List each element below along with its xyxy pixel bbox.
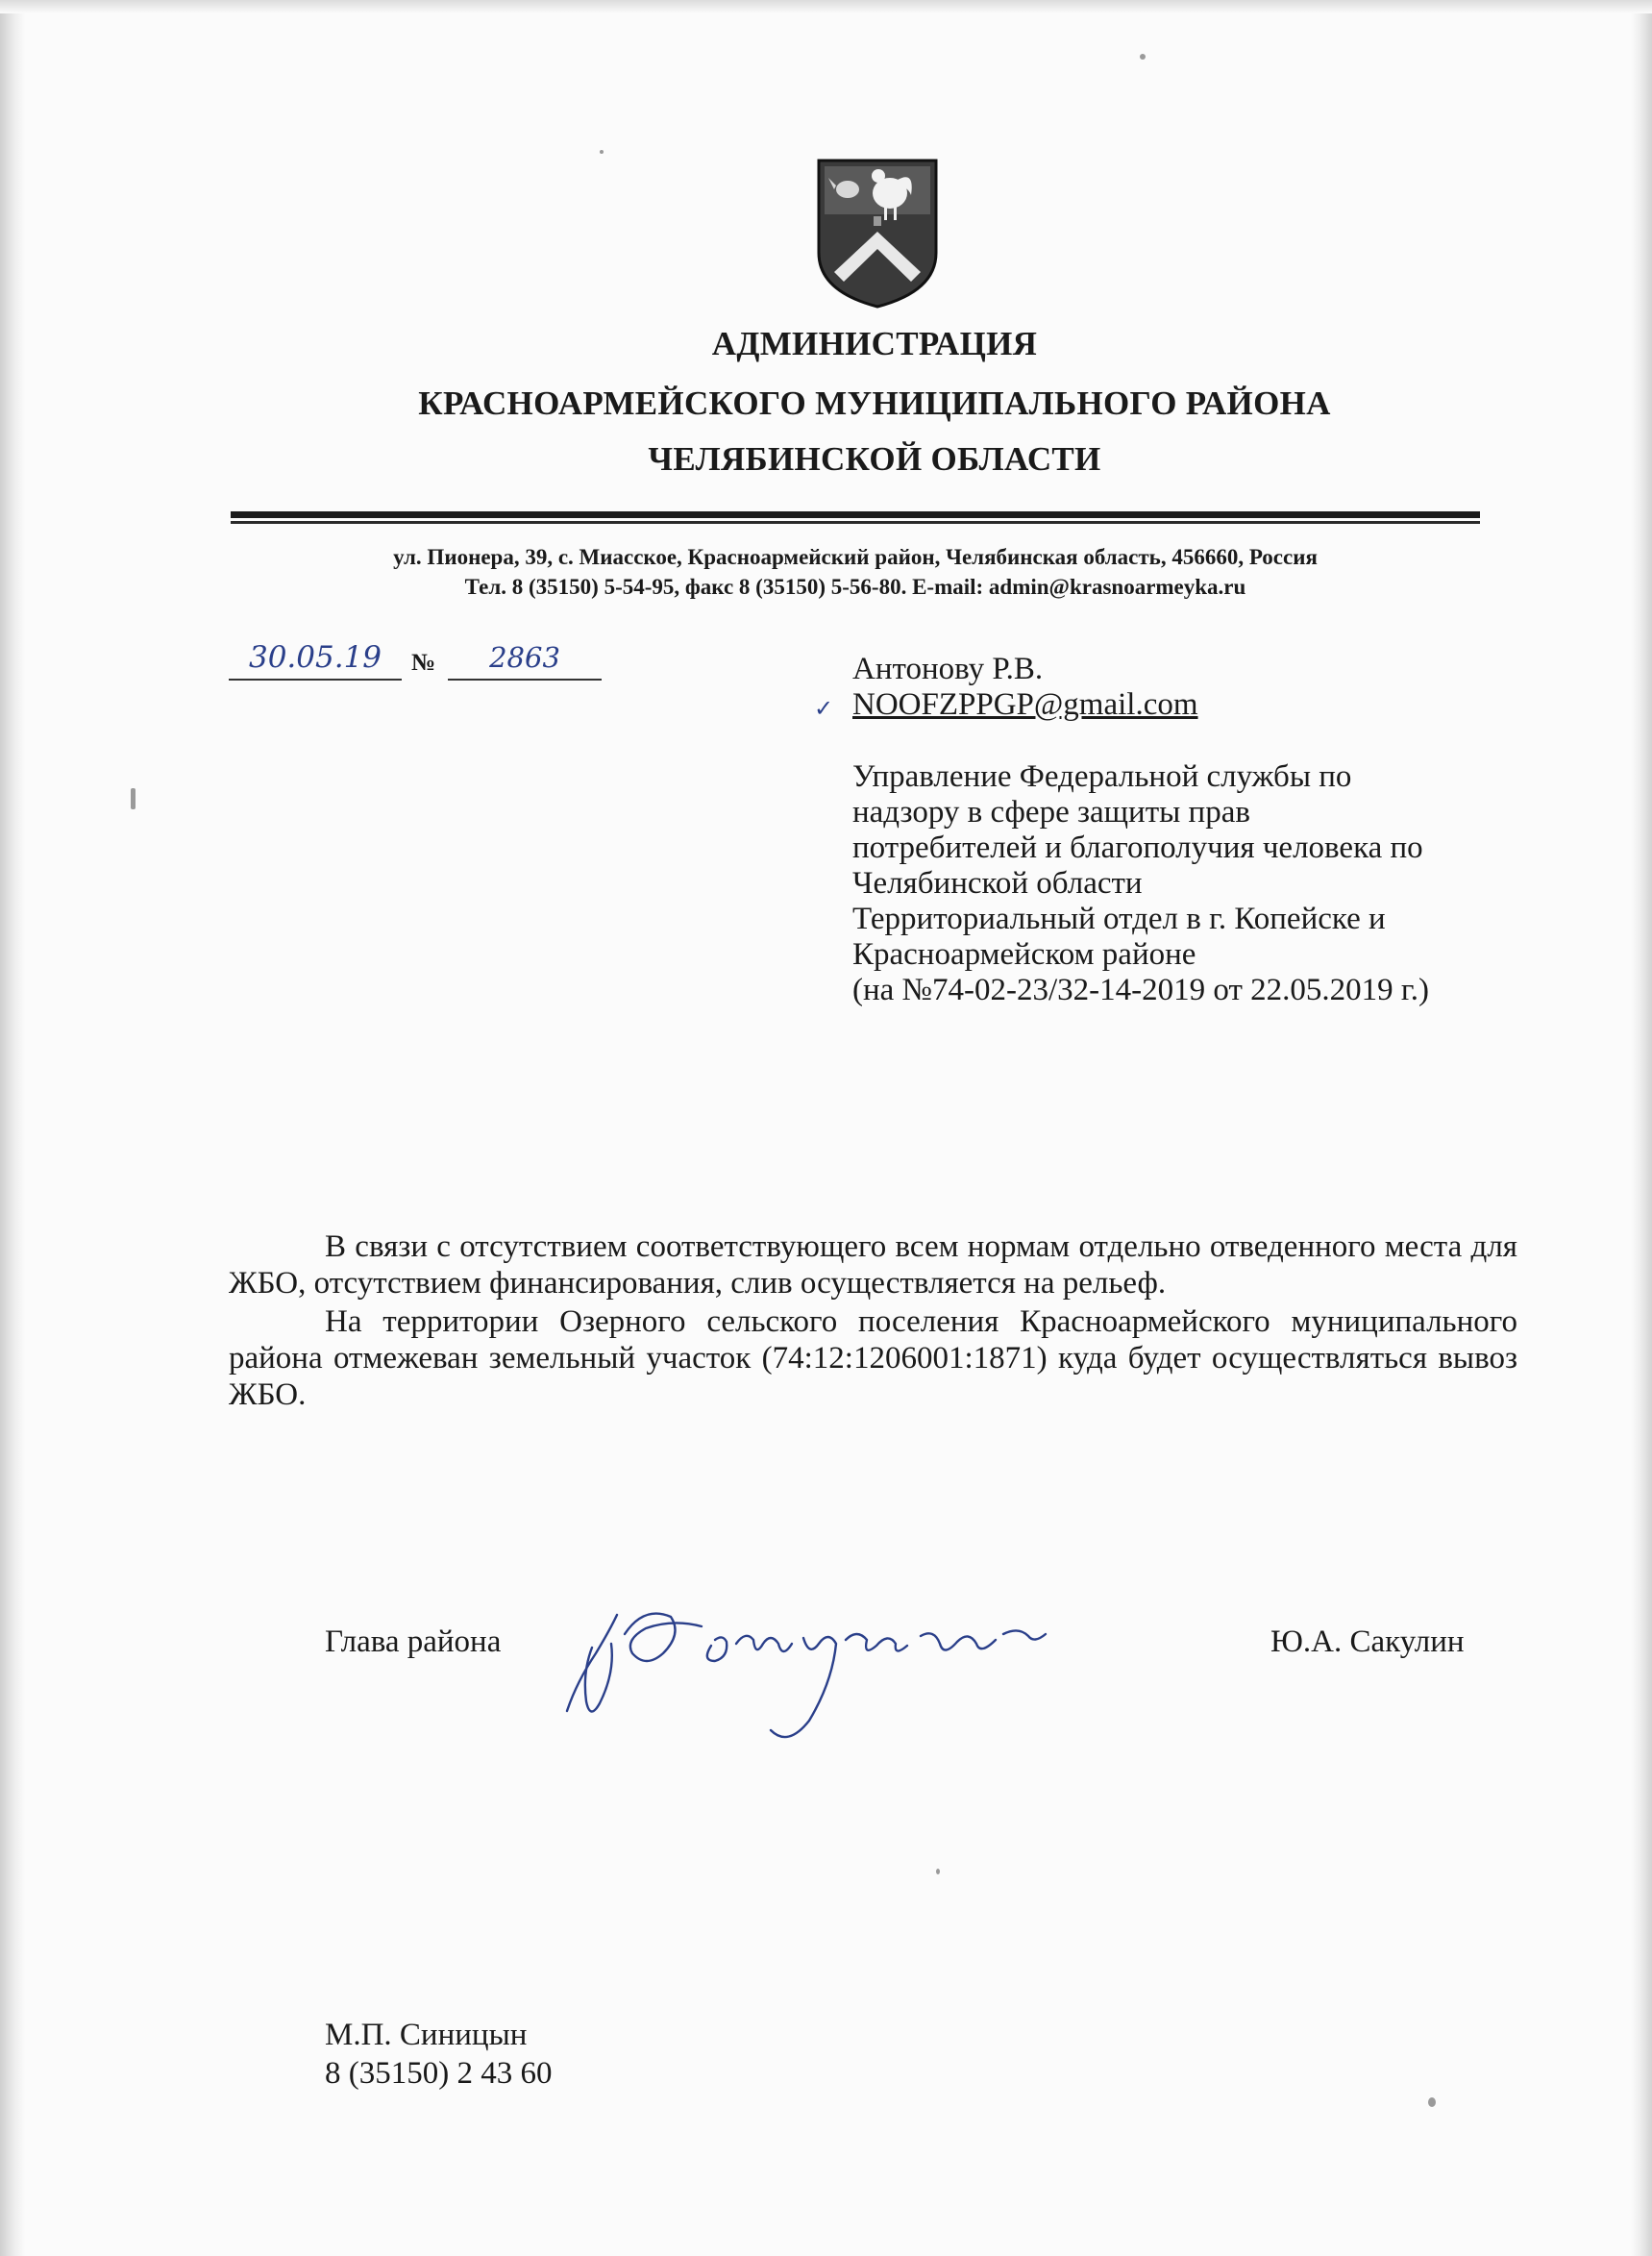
letter-body: [229, 1228, 1517, 1415]
scan-edge-left: [0, 0, 25, 2256]
scan-edge-top: [0, 0, 1652, 13]
org-title-line2: КРАСНОАРМЕЙСКОГО МУНИЦИПАЛЬНОГО РАЙОНА: [418, 384, 1331, 422]
executor-name: М.П. Синицын: [325, 2018, 528, 2052]
recipient-org-line: надзору в сфере защиты прав: [852, 795, 1250, 830]
header-divider-thin: [231, 521, 1480, 524]
check-mark-icon: ✓: [814, 697, 834, 722]
signatory-name: Ю.А. Сакулин: [1270, 1624, 1465, 1659]
scan-speck: [1428, 2097, 1436, 2107]
recipient-block: [852, 652, 1544, 1008]
recipient-org-line: Челябинской области: [852, 866, 1143, 901]
recipient-org-line: потребителей и благополучия человека по: [852, 831, 1423, 865]
recipient-email: NOOFZPPGP@gmail.com: [852, 687, 1198, 722]
coat-of-arms-icon: [815, 157, 940, 310]
org-contacts: Тел. 8 (35150) 5-54-95, факс 8 (35150) 5-56-80. E-mail: admin@krasnoarmeyka.ru: [464, 575, 1246, 599]
recipient-org-line: Красноармейском районе: [852, 937, 1196, 972]
recipient-org-line: Управление Федеральной службы по: [852, 759, 1352, 794]
registration-date: 30.05.19: [229, 636, 402, 681]
registration-number: 2863: [448, 636, 602, 681]
org-address: ул. Пионера, 39, с. Миасское, Красноармейский район, Челябинская область, 456660, Россия: [393, 545, 1318, 569]
registration-number-label: №: [411, 650, 436, 676]
recipient-org-line: Территориальный отдел в г. Копейске и: [852, 902, 1386, 936]
executor-block: [325, 2016, 552, 2093]
recipient-name: Антонову Р.В.: [852, 652, 1044, 686]
scan-speck: [1140, 54, 1146, 60]
scan-speck: [936, 1869, 940, 1874]
org-title-line3: ЧЕЛЯБИНСКОЙ ОБЛАСТИ: [648, 440, 1101, 478]
recipient-gap: [852, 723, 1544, 759]
body-paragraph-1: В связи с отсутствием соответствующего всем нормам отдельно отведенного места для ЖБО, отсутствием финансирования, слив осуществляется на рельеф.: [229, 1229, 1517, 1301]
scan-speck: [600, 150, 604, 154]
handwritten-signature: [557, 1576, 1057, 1749]
recipient-reference: (на №74-02-23/32-14-2019 от 22.05.2019 г.): [852, 973, 1429, 1007]
scan-speck: [131, 788, 136, 809]
body-paragraph-2: На территории Озерного сельского поселения Красноармейского муниципального района отмежеван земельный участок (74:12:1206001:1871) куда будет осуществляться вывоз ЖБО.: [229, 1304, 1517, 1412]
signatory-position: Глава района: [325, 1624, 502, 1659]
header-divider-thick: [231, 511, 1480, 518]
executor-phone: 8 (35150) 2 43 60: [325, 2056, 553, 2091]
org-title-line1: АДМИНИСТРАЦИЯ: [711, 325, 1038, 362]
